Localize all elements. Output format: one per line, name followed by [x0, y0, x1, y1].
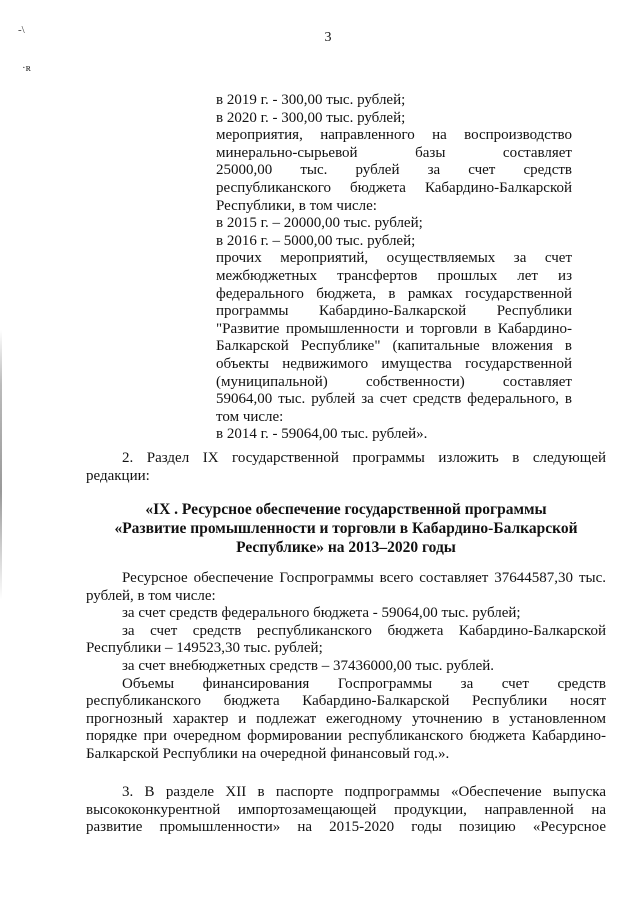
indented-financing-block	[216, 92, 572, 444]
financing-line: мероприятия, направленного на воспроизводство	[216, 127, 572, 144]
financing-line: (муниципальной) собственности) составляет	[216, 373, 572, 390]
resource-line: за счет внебюджетных средств – 37436000,00 тыс. рублей.	[122, 657, 495, 674]
margin-mark-second: ·ʀ	[22, 62, 32, 74]
page-number: 3	[324, 30, 332, 45]
scan-edge-shadow	[0, 330, 2, 600]
financing-line: минерально-сырьевой базы составляет	[216, 144, 572, 161]
resource-line: Балкарской Республики на очередной финансовый год.».	[86, 745, 450, 762]
heading-line: «IX . Ресурсное обеспечение государственной программы	[145, 501, 547, 518]
financing-line: межбюджетных трансфертов прошлых лет из	[216, 267, 572, 284]
resource-line: Объемы финансирования Госпрограммы за счет средств	[122, 675, 606, 692]
heading-line: «Развитие промышленности и торговли в Кабардино-Балкарской	[114, 520, 578, 537]
section-3-line: 3. В разделе XII в паспорте подпрограммы «Обеспечение выпуска	[122, 784, 606, 800]
financing-line: 25000,00 тыс. рублей за счет средств	[216, 162, 572, 179]
financing-line: в 2015 г. – 20000,00 тыс. рублей;	[216, 215, 423, 232]
financing-line: федерального бюджета, в рамках государственной	[216, 285, 572, 302]
financing-line: Республики, в том числе:	[216, 197, 377, 214]
resource-provision-paragraphs	[86, 570, 606, 764]
section-3-line: развитие промышленности» на 2015-2020 годы позицию «Ресурсное	[86, 819, 606, 836]
section-ix-heading	[86, 500, 606, 557]
section-3-line: высококонкурентной импортозамещающей продукции, направленной на	[86, 801, 606, 818]
section-2-line: 2. Раздел IX государственной программы изложить в следующей	[122, 450, 606, 466]
section-2-paragraph	[86, 450, 606, 485]
financing-line: в 2020 г. - 300,00 тыс. рублей;	[216, 109, 406, 126]
resource-line: за счет средств республиканского бюджета Кабардино-Балкарской	[122, 622, 606, 639]
financing-line: "Развитие промышленности и торговли в Кабардино-	[216, 320, 572, 337]
financing-line: Балкарской Республике" (капитальные вложения в	[216, 338, 572, 355]
financing-line: прочих мероприятий, осуществляемых за счет	[216, 250, 572, 267]
resource-line: порядке при очередном формировании республиканского бюджета Кабардино-	[86, 728, 606, 745]
resource-line: за счет средств федерального бюджета - 59064,00 тыс. рублей;	[122, 605, 521, 622]
section-3-paragraph	[86, 784, 606, 837]
resource-line: Республики – 149523,30 тыс. рублей;	[86, 640, 323, 657]
resource-line: Ресурсное обеспечение Госпрограммы всего составляет 37644587,30 тыс.	[122, 570, 606, 586]
financing-line: республиканского бюджета Кабардино-Балкарской	[216, 179, 572, 196]
financing-line: в 2014 г. - 59064,00 тыс. рублей».	[216, 426, 428, 443]
resource-line: республиканского бюджета Кабардино-Балкарской Республики носят	[86, 693, 606, 710]
financing-line: 59064,00 тыс. рублей за счет средств федерального, в	[216, 391, 572, 408]
financing-line: объекты недвижимого имущества государственной	[216, 355, 572, 372]
margin-mark-top: -\	[18, 24, 25, 36]
resource-line: рублей, в том числе:	[86, 587, 216, 604]
section-2-line: редакции:	[86, 467, 150, 484]
heading-line: Республике» на 2013–2020 годы	[236, 539, 456, 556]
financing-line: том числе:	[216, 408, 284, 425]
financing-line: в 2019 г. - 300,00 тыс. рублей;	[216, 92, 406, 108]
financing-line: программы Кабардино-Балкарской Республики	[216, 303, 572, 320]
resource-line: прогнозный характер и подлежат ежегодному уточнению в установленном	[86, 710, 606, 727]
financing-line: в 2016 г. – 5000,00 тыс. рублей;	[216, 232, 416, 249]
